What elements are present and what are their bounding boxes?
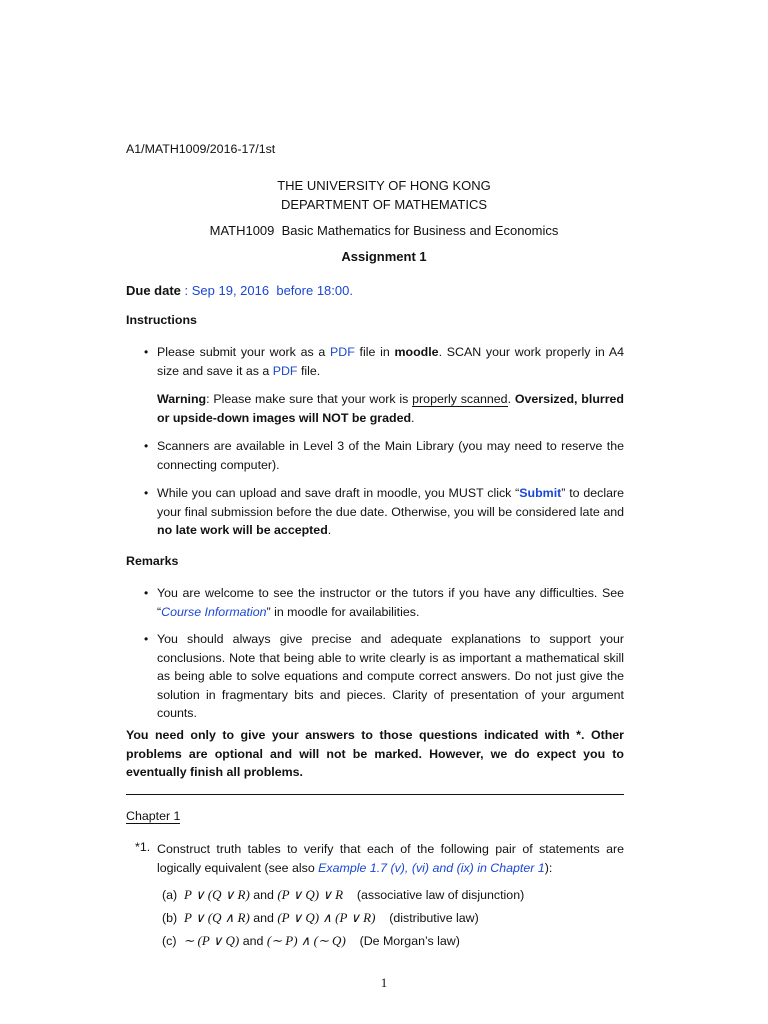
bullet-icon: • — [144, 439, 149, 453]
assignment-title: Assignment 1 — [341, 249, 427, 264]
remarks-heading: Remarks — [126, 554, 179, 568]
not-graded-warning: Oversized, blurred or upside-down images will NOT be graded — [157, 392, 624, 425]
remark-instructor: You are welcome to see the instructor or the tutors if you have any difficulties. See “Course Information” in moodle for availabilities. — [157, 586, 624, 619]
scan-warning: Warning: Please make sure that your work is properly scanned. Oversized, blurred or upside-down images will NOT be graded. — [157, 392, 624, 425]
submit-label: Submit — [519, 486, 562, 500]
question-number: *1. — [135, 840, 151, 854]
bullet-icon: • — [144, 345, 149, 359]
question-1-text: Construct truth tables to verify that each of the following pair of statements are logically equivalent (see also Example 1.7 (v), (vi) and (ix) in Chapter 1): — [157, 842, 624, 875]
course-code: MATH1009 — [209, 223, 275, 238]
university-name: THE UNIVERSITY OF HONG KONG — [277, 178, 491, 193]
moodle-label: moodle — [394, 345, 439, 359]
question-part-c: (c) ∼ (P ∨ Q) and (∼ P) ∧ (∼ Q) (De Morgan’s law) — [162, 933, 460, 948]
course-information-link[interactable]: Course Information — [161, 604, 267, 619]
question-part-a: (a) P ∨ (Q ∨ R) and (P ∨ Q) ∨ R (associative law of disjunction) — [162, 887, 525, 902]
department-name: DEPARTMENT OF MATHEMATICS — [280, 197, 488, 212]
divider — [126, 794, 624, 795]
document-reference: A1/MATH1009/2016-17/1st — [126, 142, 276, 156]
question-part-b: (b) P ∨ (Q ∧ R) and (P ∨ Q) ∧ (P ∨ R) (distributive law) — [162, 910, 479, 925]
bullet-icon: • — [144, 586, 149, 600]
instruction-submit-pdf: Please submit your work as a PDF file in moodle. SCAN your work properly in A4 size and save it as a PDF file. — [157, 345, 624, 378]
due-time-value: before 18:00 — [276, 283, 350, 298]
course-name: Basic Mathematics for Business and Economics — [281, 223, 559, 238]
instruction-submit-button: While you can upload and save draft in moodle, you MUST click “Submit” to declare your final submission before the due date. Otherwise, you will be considered late and no late work will be accepted. — [157, 486, 624, 538]
instructions-heading: Instructions — [126, 313, 197, 327]
due-date: Due date : Sep 19, 2016 before 18:00. — [126, 283, 353, 298]
chapter-heading: Chapter 1 — [126, 809, 181, 823]
properly-scanned-text: properly scanned — [412, 392, 508, 406]
bullet-icon: • — [144, 486, 149, 500]
instruction-scanners: Scanners are available in Level 3 of the Main Library (you may need to reserve the connecting computer). — [157, 439, 624, 472]
bullet-icon: • — [144, 632, 149, 646]
page-number: 1 — [380, 975, 388, 990]
due-date-label: Due date — [126, 283, 181, 298]
pdf-label: PDF — [330, 345, 355, 359]
remark-explanations: You should always give precise and adequate explanations to support your conclusions. Note that being able to write clearly is as important a mathematical skill as being able to solve equations and compute correct answers. Do not just give the solution in fragmentary bits and pieces. Clarity of presentation of your argument counts. — [157, 632, 624, 721]
course-title — [0, 223, 768, 238]
due-date-value: Sep 19, 2016 — [191, 283, 270, 298]
late-work-warning: no late work will be accepted — [157, 523, 328, 538]
pdf-label: PDF — [272, 363, 298, 378]
example-reference-link[interactable]: Example 1.7 (v), (vi) and (ix) in Chapter 1 — [318, 860, 545, 875]
warning-label: Warning — [157, 392, 207, 406]
marking-notice: You need only to give your answers to those questions indicated with *. Other problems are optional and will not be marked. However, we do expect you to eventually finish all problems. — [126, 728, 624, 780]
